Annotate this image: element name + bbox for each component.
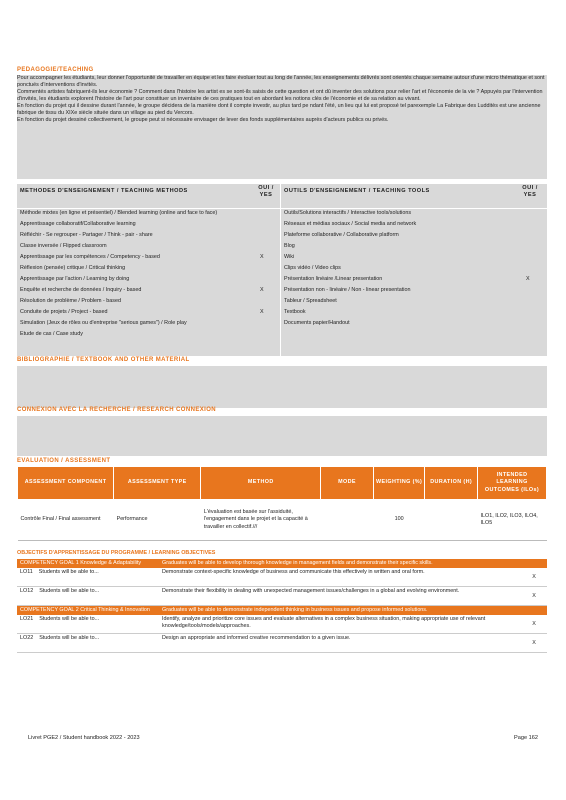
lo-code: LO12	[20, 588, 34, 595]
list-item	[284, 232, 544, 243]
check-mark: X	[521, 615, 547, 634]
list-item	[20, 331, 278, 342]
eval-cell	[321, 500, 374, 541]
objectives-title: OBJECTIFS D'APPRENTISSAGE DU PROGRAMME / LEARNING OBJECTIVES	[17, 550, 216, 556]
pedagogie-paragraph: Commentés artistes fabriquent-ils leur économie ? Comment dans l'histoire les artist es se sont-ils saisis de cette question et ont dû inventer des solutions pour relier l'art et l'économie de la vie ? Appuyés par l'intervention d'invités, les étudiants explorent l'histoire de l'art pour constituer un inventaire de ces pratiques tout en abordant les notions clés de l'économie et de sa relation au vivant.	[17, 89, 543, 103]
lo-text: Demonstrate context-specific knowledge of business and communicate this effectively in written and oral form.	[159, 568, 521, 587]
bibliographie-title: BIBLIOGRAPHIE / TEXTBOOK AND OTHER MATERIAL	[17, 357, 190, 363]
eval-header: ASSESSMENT COMPONENT	[18, 467, 114, 500]
competency-row	[17, 606, 547, 616]
lo-code: LO22	[20, 635, 34, 642]
method-label: Tableur / Spreadsheet	[284, 298, 337, 304]
pedagogie-paragraph: En fonction du projet dessiné collectivement, le groupe peut si nécessaire envisager de lever des fonds supplémentaires auprès d'acteurs publics ou privés.	[17, 117, 389, 124]
bibliographie-panel	[17, 366, 547, 408]
list-item	[20, 287, 278, 298]
lo-code-label	[17, 587, 159, 606]
check-mark: X	[260, 254, 264, 260]
list-item	[20, 254, 278, 265]
method-label: Clips vidéo / Video clips	[284, 265, 341, 271]
method-label: Présentation linéaire /Linear presentation	[284, 276, 383, 282]
check-mark: X	[526, 276, 530, 282]
eval-cell: ILO1, ILO2, ILO3, ILO4, ILO5	[478, 500, 547, 541]
list-item	[20, 309, 278, 320]
method-label: Apprentissage collaboratif/Collaborative learning	[20, 221, 136, 227]
connexion-panel	[17, 416, 547, 456]
method-label: Apprentissage par l'action / Learning by doing	[20, 276, 130, 282]
lo-text: Design an appropriate and informed creative recommendation to a given issue.	[159, 634, 521, 653]
methods-right-yes-header: OUI / YES	[522, 185, 538, 199]
lo-code-label	[17, 634, 159, 653]
lo-code: LO11	[20, 569, 33, 576]
pedagogie-title: PEDAGOGIE/TEACHING	[17, 67, 94, 73]
method-label: Textbook	[284, 309, 306, 315]
method-label: Documents papier/Handout	[284, 320, 350, 326]
page-number: Page 162	[514, 735, 538, 741]
method-label: Outils/Solutions interactifs / Interactive tools/solutions	[284, 210, 412, 216]
methods-left-yes-header: OUI / YES	[258, 185, 274, 199]
page-footer	[28, 735, 538, 742]
competency-row	[17, 559, 547, 568]
list-item	[20, 221, 278, 232]
lo-label: Students will be able to...	[38, 569, 99, 576]
table-row	[17, 587, 547, 606]
competency-statement: Graduates will be able to develop thorough knowledge in management fields and demonstrate their specific skills.	[159, 559, 547, 568]
list-item	[284, 254, 544, 265]
list-item	[20, 210, 278, 221]
list-item	[20, 232, 278, 243]
teaching-methods-table	[17, 184, 547, 356]
method-label: Wiki	[284, 254, 295, 260]
list-item	[20, 298, 278, 309]
method-label: Réfléchir - Se regrouper - Partager / Think - pair - share	[20, 232, 153, 238]
methods-right-header: OUTILS D'ENSEIGNEMENT / TEACHING TOOLS	[284, 188, 430, 194]
connexion-title: CONNEXION AVEC LA RECHERCHE / RESEARCH CONNEXION	[17, 407, 216, 413]
check-mark: X	[521, 568, 547, 587]
list-item	[20, 243, 278, 254]
eval-header: MODE	[321, 467, 374, 500]
pedagogie-paragraph: En fonction du projet qui il dessine durant l'année, le groupe décidera de la manière dont il compte investir, au plus tard pe ndant l'été, un lieu qui lui est proposé tel parexemple La Fabrique des Ludditès est une ancienne fabrique de tissu du XIXe siècle située dans un village au pied du Vercors.	[17, 103, 541, 117]
check-mark: X	[521, 634, 547, 653]
list-item	[284, 320, 544, 331]
eval-cell: Contrôle Final / Final assessment	[18, 500, 114, 541]
table-row	[17, 615, 547, 634]
eval-header: DURATION (H)	[425, 467, 478, 500]
competency-statement: Graduates will be able to demonstrate independent thinking in business issues and propose informed solutions.	[159, 606, 547, 616]
evaluation-title: EVALUATION / ASSESSMENT	[17, 458, 111, 464]
eval-cell	[425, 500, 478, 541]
lo-text: Demonstrate their flexibility in dealing with unexpected management issues/challenges in a global and evolving environment.	[159, 587, 521, 606]
methods-left-header: METHODES D'ENSEIGNEMENT / TEACHING METHODS	[20, 188, 188, 194]
list-item	[284, 276, 544, 287]
eval-header: INTENDED LEARNING OUTCOMES (ILOs)	[478, 467, 547, 500]
table-row	[17, 568, 547, 587]
method-label: Apprentissage par les compétences / Competency - based	[20, 254, 160, 260]
list-item	[20, 276, 278, 287]
method-label: Blog	[284, 243, 295, 249]
evaluation-table	[17, 466, 547, 541]
pedagogie-paragraph: Pour accompagner les étudiants, leur donner l'opportunité de travailler en équipe et les faire évoluer tout au long de l'année, les enseignements délivrés sont orientés chaque semaine autour d'une micro thématique et sont ponctués d'interventions d'invités.	[17, 75, 545, 89]
eval-cell: Performance	[114, 500, 201, 541]
method-label: Conduite de projets / Project - based	[20, 309, 108, 315]
method-label: Méthode mixtes (en ligne et présentiel) / Blended learning (online and face to face)	[20, 210, 218, 216]
method-label: Résolution de problème / Problem - based	[20, 298, 121, 304]
list-item	[284, 210, 544, 221]
lo-code-label	[17, 568, 159, 587]
list-item	[284, 309, 544, 320]
lo-label: Students will be able to...	[39, 616, 100, 623]
check-mark: X	[521, 587, 547, 606]
methods-right-list	[284, 210, 544, 331]
eval-header: ASSESSMENT TYPE	[114, 467, 201, 500]
method-label: Simulation (Jeux de rôles ou d'entreprise "serious games") / Role play	[20, 320, 187, 326]
methods-left-list	[20, 210, 278, 342]
method-label: Réseaux et médias sociaux / Social media and network	[284, 221, 417, 227]
method-label: Etude de cas / Case study	[20, 331, 83, 337]
list-item	[284, 265, 544, 276]
method-label: Classe inversée / Flipped classroom	[20, 243, 107, 249]
learning-objectives-table	[17, 559, 547, 653]
table-row	[18, 500, 547, 541]
method-label: Enquête et recherche de données / Inquiry - based	[20, 287, 142, 293]
eval-header: WEIGHTING (%)	[373, 467, 424, 500]
competency-goal: COMPETENCY GOAL 1 Knowledge & Adaptability	[17, 559, 159, 568]
eval-cell: L'évaluation est basée sur l'assiduité, l'engagement dans le projet et la capacité à travailler en collectif.///	[201, 500, 321, 541]
list-item	[20, 320, 278, 331]
list-item	[284, 287, 544, 298]
list-item	[20, 265, 278, 276]
lo-label: Students will be able to...	[39, 588, 100, 595]
method-label: Plateforme collaborative / Collaborative platform	[284, 232, 399, 238]
lo-text: Identify, analyze and prioritize core issues and evaluate alternatives in a complex business situation, making appropriate use of relevant knowledge/tools/models/approaches.	[159, 615, 521, 634]
method-label: Présentation non - linéaire / Non - linear presentation	[284, 287, 411, 293]
eval-header: METHOD	[201, 467, 321, 500]
list-item	[284, 243, 544, 254]
lo-code-label	[17, 615, 159, 634]
lo-code: LO21	[20, 616, 34, 623]
table-row	[17, 634, 547, 653]
list-item	[284, 298, 544, 309]
eval-cell: 100	[373, 500, 424, 541]
method-label: Réflexion (pensée) critique / Critical thinking	[20, 265, 126, 271]
competency-goal: COMPETENCY GOAL 2 Critical Thinking & Innovation	[17, 606, 159, 616]
list-item	[284, 221, 544, 232]
check-mark: X	[260, 309, 264, 315]
pedagogie-text	[17, 75, 547, 124]
check-mark: X	[260, 287, 264, 293]
footer-left: Livret PGE2 / Student handbook 2022 - 2023	[28, 735, 140, 741]
lo-label: Students will be able to...	[39, 635, 100, 642]
